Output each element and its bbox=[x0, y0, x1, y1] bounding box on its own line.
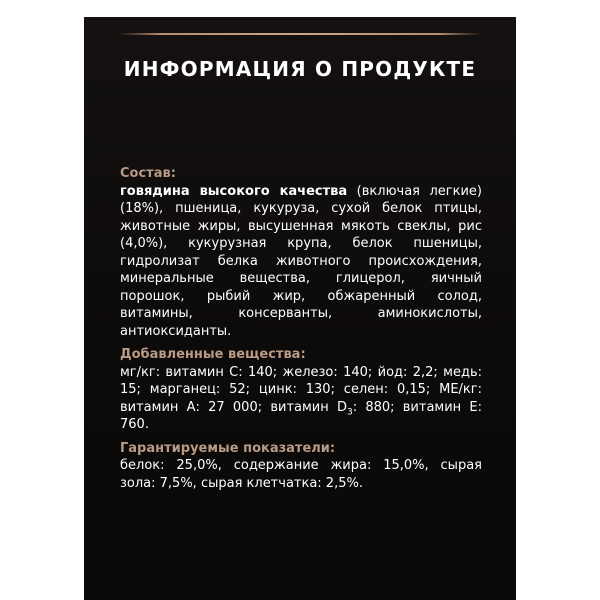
composition-highlight: говядина высокого качества bbox=[120, 183, 348, 199]
guaranteed-label: Гарантируемые показатели: bbox=[120, 440, 336, 456]
product-info-card bbox=[84, 17, 516, 600]
composition-rest: (включая легкие) (18%), пшеница, кукуруза, сухой белок птицы, животные жиры, высушенная мякоть свеклы, рис (4,0%), кукурузная крупа, белок пшеницы, гидролизат белка животного происхождения, минеральные вещества, глицерол, яичный порошок, рыбий жир, обжаренный солод, витамины, консерванты, аминокислоты, антиоксиданты. bbox=[120, 183, 482, 339]
additives-subscript: 3 bbox=[347, 407, 353, 418]
page-title: ИНФОРМАЦИЯ О ПРОДУКТЕ bbox=[123, 57, 477, 81]
composition-text bbox=[120, 183, 482, 341]
composition-label: Состав: bbox=[120, 166, 176, 181]
additives-label: Добавленные вещества: bbox=[120, 347, 306, 362]
additives-text-after: : 880; витамин Е: 760. bbox=[120, 399, 483, 432]
product-info-content bbox=[120, 165, 482, 492]
guaranteed-text: белок: 25,0%, содержание жира: 15,0%, сырая зола: 7,5%, сырая клетчатка: 2,5%. bbox=[120, 458, 482, 491]
additives-text-before: мг/кг: витамин C: 140; железо: 140; йод: 2,2; медь: 15; марганец: 52; цинк: 130; селен: 0,15; МЕ/кг: витамин А: 27 000; витамин D bbox=[120, 364, 482, 415]
additives-text bbox=[120, 364, 482, 434]
top-accent-rule bbox=[118, 33, 482, 35]
